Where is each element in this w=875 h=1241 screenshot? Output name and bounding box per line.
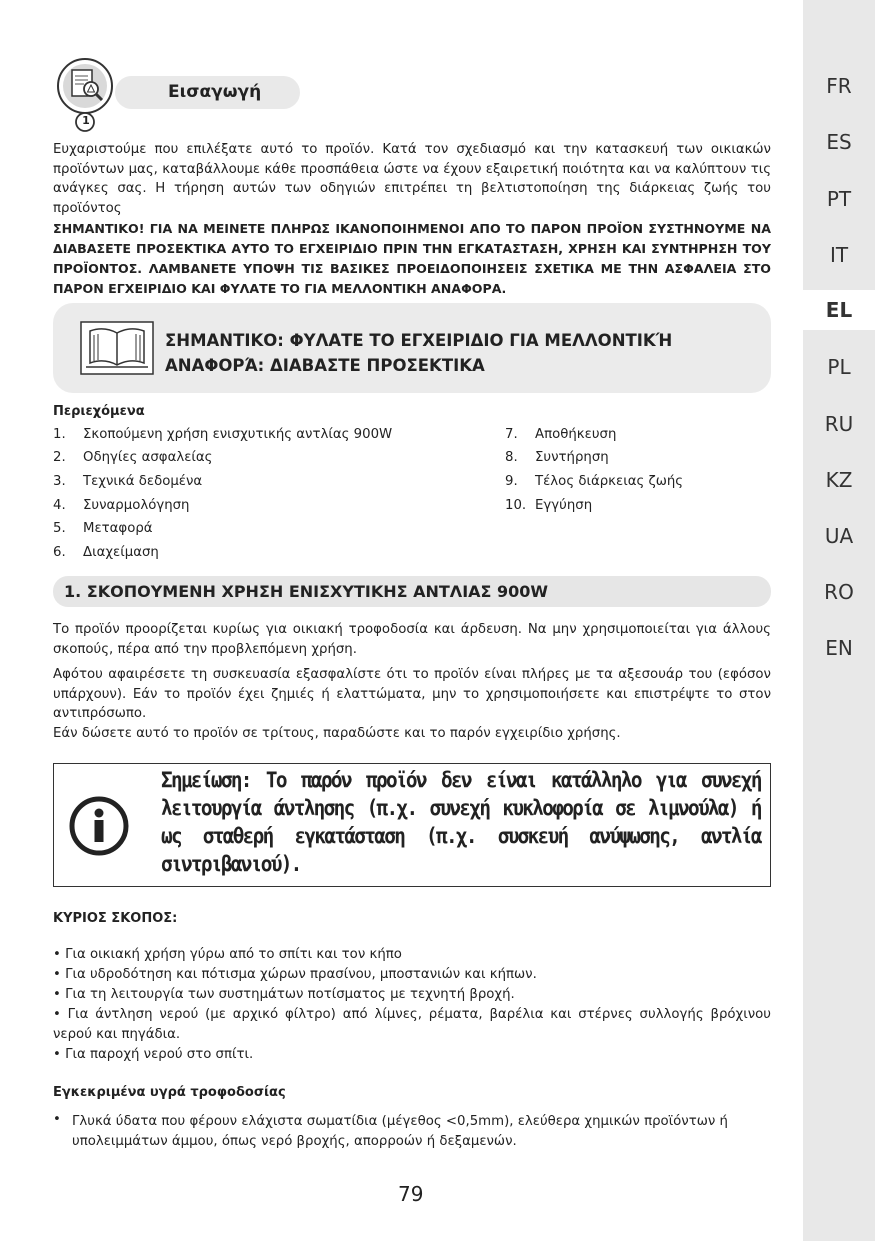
lang-tab-it[interactable]: IT	[829, 243, 849, 267]
note-text: Σημείωση: Το παρόν προϊόν δεν είναι κατάλληλο για συνεχή λειτουργία άντλησης (π.χ. συνεχή κυκλοφορία σε λιμνούλα) ή ως σταθερή εγκατάσταση (π.χ. συσκευή ανύψωσης, αντλία σιντριβανιού).	[161, 768, 761, 876]
lang-tab-kz[interactable]: KZ	[825, 468, 853, 492]
main-purpose-item: • Για υδροδότηση και πότισμα χώρων πρασίνου, μποστανιών και κήπων.	[53, 967, 537, 982]
lang-tab-pt[interactable]: PT	[826, 187, 852, 211]
toc-item[interactable]: 10. Εγγύηση	[505, 498, 593, 513]
toc-item[interactable]: 9. Τέλος διάρκειας ζωής	[505, 474, 684, 489]
language-sidebar	[803, 0, 875, 1241]
main-purpose-title: ΚΥΡΙΟΣ ΣΚΟΠΟΣ:	[53, 911, 178, 926]
intro-paragraph: Ευχαριστούμε που επιλέξατε αυτό το προϊόν. Κατά τον σχεδιασμό και την κατασκευή των οικιακών προϊόντων μας, καταβάλλουμε κάθε προσπάθεια ώστε να έχουν εξαιρετική ποιότητα και να καλύπτουν τις ανάγκες σας. Η τήρηση αυτών των οδηγιών επιτρέπει τη βελτιστοποίηση της διάρκειας ζωής του προϊόντος	[53, 142, 771, 216]
contents-title: Περιεχόμενα	[53, 404, 145, 419]
toc-item[interactable]: 1. Σκοπούμενη χρήση ενισχυτικής αντλίας 900W	[53, 427, 393, 442]
intro-badge-number: 1	[82, 114, 90, 127]
toc-item[interactable]: 4. Συναρμολόγηση	[53, 498, 190, 513]
lang-tab-el-active[interactable]: EL	[803, 290, 875, 330]
main-purpose-item: • Για άντληση νερού (με αρχικό φίλτρο) από λίμνες, ρέματα, βαρέλια και στέρνες συλλογής βρόχινου νερού και πηγάδια.	[53, 1007, 771, 1042]
toc-item[interactable]: 8. Συντήρηση	[505, 450, 609, 465]
main-purpose-item: • Για οικιακή χρήση γύρω από το σπίτι και τον κήπο	[53, 947, 402, 962]
section-1-paragraph-2: Αφότου αφαιρέσετε τη συσκευασία εξασφαλίστε ότι το προϊόν είναι πλήρες με τα αξεσουάρ του (εφόσον υπάρχουν). Εάν το προϊόν έχει ζημιές ή ελαττώματα, μην το χρησιμοποιήσετε και επιστρέψτε το στον αντιπρόσωπο.	[53, 667, 771, 721]
lang-tab-ru[interactable]: RU	[824, 412, 854, 436]
section-1-paragraph-1: Το προϊόν προορίζεται κυρίως για οικιακή τροφοδοσία και άρδευση. Να μην χρησιμοποιείται για άλλους σκοπούς, πέρα από την προβλεπόμενη χρήση.	[53, 622, 771, 657]
approved-fluids-title: Εγκεκριμένα υγρά τροφοδοσίας	[53, 1085, 286, 1100]
section-1-paragraph-3: Εάν δώσετε αυτό το προϊόν σε τρίτους, παραδώστε και το παρόν εγχειρίδιο χρήσης.	[53, 726, 621, 741]
lang-tab-ro[interactable]: RO	[824, 580, 854, 604]
toc-item[interactable]: 5. Μεταφορά	[53, 521, 153, 536]
lang-tab-en[interactable]: EN	[825, 636, 853, 660]
intro-warning: ΣΗΜΑΝΤΙΚΟ! ΓΙΑ ΝΑ ΜΕΙΝΕΤΕ ΠΛΗΡΩΣ ΙΚΑΝΟΠΟΙΗΜΕΝΟΙ ΑΠΟ ΤΟ ΠΑΡΟΝ ΠΡΟΪΟΝ ΣΥΣΤΗΝΟΥΜΕ ΝΑ ΔΙΑΒΑΣΕΤΕ ΠΡΟΣΕΚΤΙΚΑ ΑΥΤΟ ΤΟ ΕΓΧΕΙΡΙΔΙΟ ΠΡΙΝ ΤΗΝ ΕΓΚΑΤΑΣΤΑΣΗ, ΧΡΗΣΗ ΚΑΙ ΣΥΝΤΗΡΗΣΗ ΤΟΥ ΠΡΟΪΟΝΤΟΣ. ΛΑΜΒΑΝΕΤΕ ΥΠΟΨΗ ΤΙΣ ΒΑΣΙΚΕΣ ΠΡΟΕΙΔΟΠΟΙΗΣΕΙΣ ΣΧΕΤΙΚΑ ΜΕ ΤΗΝ ΑΣΦΑΛΕΙΑ ΣΤΟ ΠΑΡΟΝ ΕΓΧΕΙΡΙΔΙΟ ΚΑΙ ΦΥΛΑΤΕ ΤΟ ΓΙΑ ΜΕΛΛΟΝΤΙΚΗ ΑΝΑΦΟΡΑ.	[53, 221, 771, 296]
lang-tab-es[interactable]: ES	[826, 130, 852, 154]
important-line-2: ΑΝΑΦΟΡΆ: ΔΙΑΒΑΣΤΕ ΠΡΟΣΕΚΤΙΚΑ	[165, 356, 485, 375]
lang-tab-pl[interactable]: PL	[827, 355, 851, 379]
open-book-icon	[80, 321, 154, 375]
toc-item[interactable]: 7. Αποθήκευση	[505, 427, 617, 442]
toc-item[interactable]: 3. Τεχνικά δεδομένα	[53, 474, 203, 489]
toc-item[interactable]: 2. Οδηγίες ασφαλείας	[53, 450, 213, 465]
section-1-title: 1. ΣΚΟΠΟΥΜΕΝΗ ΧΡΗΣΗ ΕΝΙΣΧΥΤΙΚΗΣ ΑΝΤΛΙΑΣ 900W	[64, 582, 549, 601]
info-icon	[68, 795, 130, 857]
main-purpose-item: • Για τη λειτουργία των συστημάτων ποτίσματος με τεχνητή βροχή.	[53, 987, 515, 1002]
important-notice-text	[165, 328, 672, 378]
intro-title: Εισαγωγή	[168, 82, 262, 102]
approved-fluids-bullet: •	[53, 1112, 61, 1127]
page-number: 79	[398, 1182, 424, 1206]
main-purpose-item: • Για παροχή νερού στο σπίτι.	[53, 1047, 254, 1062]
lang-tab-fr[interactable]: FR	[826, 74, 852, 98]
approved-fluids-item: Γλυκά ύδατα που φέρουν ελάχιστα σωματίδια (μέγεθος <0,5mm), ελεύθερα χημικών προϊόντων ή υπολειμμάτων άμμου, όπως νερό βροχής, απορροών ή δεξαμενών.	[72, 1114, 728, 1149]
lang-tab-ua[interactable]: UA	[824, 524, 854, 548]
important-line-1: ΣΗΜΑΝΤΙΚΟ: ΦΥΛΑΤΕ ΤΟ ΕΓΧΕΙΡΙΔΙΟ ΓΙΑ ΜΕΛΛΟΝΤΙΚΉ	[165, 331, 673, 350]
toc-item[interactable]: 6. Διαχείμαση	[53, 545, 159, 560]
